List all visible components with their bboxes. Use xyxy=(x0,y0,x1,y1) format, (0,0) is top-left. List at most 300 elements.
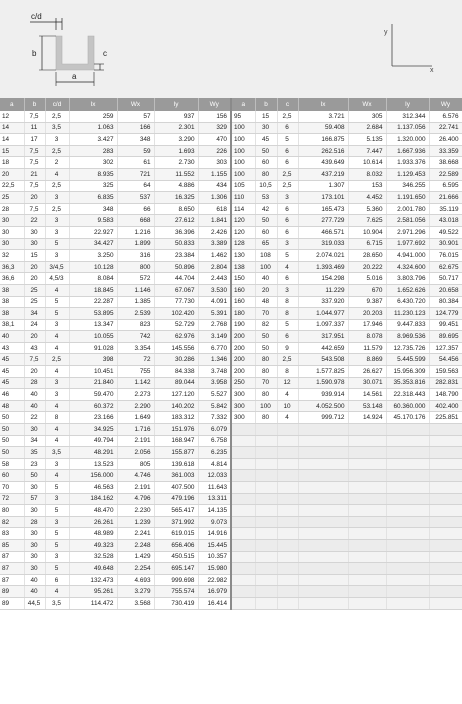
table-cell xyxy=(348,470,386,482)
table-cell xyxy=(298,516,348,528)
table-cell: 3 xyxy=(45,250,69,262)
table-cell: 3,5 xyxy=(45,122,69,134)
table-cell: 54.456 xyxy=(429,354,462,366)
table-cell: 26.400 xyxy=(429,134,462,146)
table-cell: 2.230 xyxy=(117,505,154,517)
table-cell: 20.222 xyxy=(348,261,386,273)
table-cell: 22.287 xyxy=(69,296,117,308)
table-cell: 6.758 xyxy=(198,435,231,447)
table-cell xyxy=(231,493,255,505)
table-cell: 10.904 xyxy=(348,226,386,238)
table-cell: 160 xyxy=(231,296,255,308)
table-cell xyxy=(386,458,429,470)
table-cell: 114.472 xyxy=(69,597,117,609)
table-cell xyxy=(277,447,298,459)
column-header: a xyxy=(231,98,255,111)
table-cell: 4 xyxy=(277,261,298,273)
table-cell xyxy=(231,470,255,482)
table-cell: 89 xyxy=(0,586,24,598)
table-cell xyxy=(386,528,429,540)
table-cell xyxy=(298,435,348,447)
table-cell xyxy=(277,574,298,586)
table-cell: 8.935 xyxy=(69,168,117,180)
table-cell: 3 xyxy=(45,516,69,528)
u-channel-cross-section-diagram xyxy=(0,0,140,98)
table-cell: 325 xyxy=(69,180,117,192)
table-cell: 48.291 xyxy=(69,447,117,459)
table-cell xyxy=(298,493,348,505)
axis-label-y: y xyxy=(384,29,388,36)
table-cell: 3.427 xyxy=(69,134,117,146)
table-row xyxy=(0,563,462,575)
table-cell: 50 xyxy=(0,447,24,459)
table-cell: 5 xyxy=(277,134,298,146)
table-cell: 4 xyxy=(45,470,69,482)
table-cell: 742 xyxy=(117,331,154,343)
table-cell: 53.148 xyxy=(348,400,386,412)
table-cell: 2.443 xyxy=(198,273,231,285)
table-cell: 48 xyxy=(255,296,277,308)
table-cell: 2.301 xyxy=(154,122,198,134)
table-cell: 38 xyxy=(0,284,24,296)
table-cell xyxy=(255,597,277,609)
dim-label-a: a xyxy=(72,72,77,81)
table-cell: 160 xyxy=(231,284,255,296)
table-cell: 25 xyxy=(24,296,45,308)
column-header: b xyxy=(255,98,277,111)
table-cell: 7,5 xyxy=(24,203,45,215)
table-cell: 50 xyxy=(0,412,24,424)
table-cell: 329 xyxy=(198,122,231,134)
table-cell: 543.508 xyxy=(298,354,348,366)
table-cell: 50.717 xyxy=(429,273,462,285)
table-cell: 8 xyxy=(277,366,298,378)
table-cell: 89.695 xyxy=(429,331,462,343)
table-cell: 14 xyxy=(0,134,24,146)
table-cell: 730.419 xyxy=(154,597,198,609)
column-header: c/d xyxy=(45,98,69,111)
table-cell: 2 xyxy=(45,157,69,169)
table-cell xyxy=(429,505,462,517)
column-header: Wx xyxy=(348,98,386,111)
table-cell xyxy=(277,528,298,540)
table-row xyxy=(0,447,462,459)
table-cell: 8.869 xyxy=(348,354,386,366)
table-cell: 57 xyxy=(24,493,45,505)
table-cell: 398 xyxy=(69,354,117,366)
table-cell: 283 xyxy=(69,145,117,157)
table-cell: 40 xyxy=(24,400,45,412)
table-cell: 300 xyxy=(231,412,255,424)
table-row xyxy=(0,308,462,320)
table-cell: 305 xyxy=(348,111,386,122)
table-cell: 9.073 xyxy=(198,516,231,528)
table-cell: 43 xyxy=(24,342,45,354)
table-cell: 1.155 xyxy=(198,168,231,180)
table-cell: 9 xyxy=(277,342,298,354)
table-row xyxy=(0,366,462,378)
table-cell xyxy=(386,516,429,528)
table-cell: 16.979 xyxy=(198,586,231,598)
coordinate-axes-diagram xyxy=(370,14,440,74)
table-cell: 46.563 xyxy=(69,482,117,494)
table-cell: 65 xyxy=(255,238,277,250)
table-cell: 3.149 xyxy=(198,331,231,343)
table-cell: 190 xyxy=(231,319,255,331)
table-cell: 15.980 xyxy=(198,563,231,575)
table-cell: 3,5 xyxy=(45,597,69,609)
table-cell: 3.530 xyxy=(198,284,231,296)
table-cell: 3/4,5 xyxy=(45,261,69,273)
table-cell xyxy=(386,551,429,563)
table-cell xyxy=(231,563,255,575)
table-cell: 3 xyxy=(45,319,69,331)
table-cell: 337.920 xyxy=(298,296,348,308)
table-cell: 14.135 xyxy=(198,505,231,517)
table-cell xyxy=(231,516,255,528)
table-cell: 23 xyxy=(24,458,45,470)
table-cell: 50 xyxy=(0,424,24,436)
table-cell: 316 xyxy=(117,250,154,262)
table-cell: 76.015 xyxy=(429,250,462,262)
table-cell: 20 xyxy=(24,192,45,204)
table-cell: 84.338 xyxy=(154,366,198,378)
table-cell xyxy=(386,424,429,436)
table-cell: 5.016 xyxy=(348,273,386,285)
table-cell: 23.166 xyxy=(69,412,117,424)
table-cell: 30 xyxy=(24,226,45,238)
table-cell: 70 xyxy=(0,482,24,494)
table-cell xyxy=(429,424,462,436)
table-cell: 5.445.599 xyxy=(386,354,429,366)
table-cell: 3.354 xyxy=(117,342,154,354)
table-cell: 173.101 xyxy=(298,192,348,204)
table-cell xyxy=(231,586,255,598)
table-cell: 100 xyxy=(231,145,255,157)
dim-label-b: b xyxy=(32,49,37,58)
table-cell xyxy=(298,447,348,459)
table-cell: 2,5 xyxy=(45,180,69,192)
table-cell: 6 xyxy=(277,273,298,285)
table-cell: 16.414 xyxy=(198,597,231,609)
table-cell xyxy=(255,482,277,494)
table-cell: 3.748 xyxy=(198,366,231,378)
table-cell: 6 xyxy=(277,331,298,343)
table-cell: 439.649 xyxy=(298,157,348,169)
table-cell: 3 xyxy=(277,192,298,204)
table-cell: 7.625 xyxy=(348,215,386,227)
table-cell xyxy=(429,586,462,598)
table-cell xyxy=(348,539,386,551)
table-cell: 57 xyxy=(117,111,154,122)
table-cell: 156 xyxy=(198,111,231,122)
table-cell: 15.956.309 xyxy=(386,366,429,378)
table-cell: 13.347 xyxy=(69,319,117,331)
table-cell: 30 xyxy=(255,122,277,134)
table-cell: 2.074.021 xyxy=(298,250,348,262)
table-cell xyxy=(348,458,386,470)
table-cell: 6 xyxy=(45,574,69,586)
table-cell: 4.886 xyxy=(154,180,198,192)
table-cell: 348 xyxy=(117,134,154,146)
table-cell: 3,5 xyxy=(45,447,69,459)
table-cell: 100 xyxy=(231,157,255,169)
table-cell: 4 xyxy=(45,435,69,447)
table-cell: 1.142 xyxy=(117,377,154,389)
column-header: a xyxy=(0,98,24,111)
table-cell xyxy=(298,586,348,598)
table-cell xyxy=(348,447,386,459)
table-cell: 124.779 xyxy=(429,308,462,320)
table-cell: 128 xyxy=(231,238,255,250)
column-header: Iy xyxy=(154,98,198,111)
table-cell: 2.290 xyxy=(117,400,154,412)
table-cell: 89.044 xyxy=(154,377,198,389)
table-cell: 721 xyxy=(117,168,154,180)
table-cell: 4 xyxy=(45,331,69,343)
table-cell: 45 xyxy=(0,354,24,366)
table-cell: 466.571 xyxy=(298,226,348,238)
table-cell: 22.982 xyxy=(198,574,231,586)
table-cell xyxy=(231,574,255,586)
table-cell: 6 xyxy=(277,122,298,134)
table-cell xyxy=(255,424,277,436)
table-cell xyxy=(298,424,348,436)
table-cell xyxy=(255,447,277,459)
table-cell xyxy=(429,528,462,540)
table-cell: 22.741 xyxy=(429,122,462,134)
table-cell: 148.790 xyxy=(429,389,462,401)
table-cell: 36.396 xyxy=(154,226,198,238)
table-cell: 1.385 xyxy=(117,296,154,308)
table-cell: 40 xyxy=(0,331,24,343)
table-cell: 4 xyxy=(45,284,69,296)
table-cell: 226 xyxy=(198,145,231,157)
table-cell: 33.359 xyxy=(429,145,462,157)
table-cell: 6 xyxy=(277,203,298,215)
table-cell: 10.357 xyxy=(198,551,231,563)
table-row xyxy=(0,157,462,169)
table-cell xyxy=(386,597,429,609)
table-cell: 1.716 xyxy=(117,424,154,436)
table-cell xyxy=(429,539,462,551)
table-cell: 15 xyxy=(255,111,277,122)
table-cell: 150 xyxy=(231,273,255,285)
table-cell: 89 xyxy=(0,597,24,609)
table-cell: 30 xyxy=(0,215,24,227)
table-cell: 3 xyxy=(277,284,298,296)
table-cell: 22 xyxy=(24,215,45,227)
table-cell xyxy=(348,424,386,436)
table-cell: 277.729 xyxy=(298,215,348,227)
table-cell: 30 xyxy=(24,424,45,436)
table-cell: 7.332 xyxy=(198,412,231,424)
table-cell: 38,1 xyxy=(0,319,24,331)
table-cell: 1.063 xyxy=(69,122,117,134)
table-cell xyxy=(429,435,462,447)
table-cell xyxy=(277,586,298,598)
column-header: Wx xyxy=(117,98,154,111)
table-cell xyxy=(277,597,298,609)
table-cell xyxy=(348,516,386,528)
table-cell: 59 xyxy=(117,145,154,157)
table-cell: 25 xyxy=(0,192,24,204)
table-cell: 38.668 xyxy=(429,157,462,169)
table-cell: 72 xyxy=(117,354,154,366)
table-cell: 371.992 xyxy=(154,516,198,528)
table-cell: 20 xyxy=(24,273,45,285)
table-cell: 8 xyxy=(277,308,298,320)
column-header: Ix xyxy=(69,98,117,111)
table-cell: 1.044.977 xyxy=(298,308,348,320)
table-cell: 40 xyxy=(24,574,45,586)
table-cell xyxy=(231,424,255,436)
table-cell: 8.032 xyxy=(348,168,386,180)
table-cell: 36,3 xyxy=(0,261,24,273)
table-cell: 64 xyxy=(117,180,154,192)
table-cell xyxy=(231,435,255,447)
table-cell: 138 xyxy=(231,261,255,273)
table-cell: 3.721 xyxy=(298,111,348,122)
column-header: c xyxy=(277,98,298,111)
table-cell: 2.539 xyxy=(117,308,154,320)
table-cell: 434 xyxy=(198,180,231,192)
table-cell: 200 xyxy=(231,354,255,366)
table-cell xyxy=(231,539,255,551)
table-cell: 6 xyxy=(277,226,298,238)
table-cell: 2.768 xyxy=(198,319,231,331)
table-cell: 21.840 xyxy=(69,377,117,389)
table-cell: 53.895 xyxy=(69,308,117,320)
table-cell: 100 xyxy=(231,122,255,134)
table-cell: 132.473 xyxy=(69,574,117,586)
table-cell: 5 xyxy=(45,528,69,540)
table-cell xyxy=(277,551,298,563)
table-cell: 1.146 xyxy=(117,284,154,296)
table-cell: 5 xyxy=(45,505,69,517)
table-row xyxy=(0,273,462,285)
table-row xyxy=(0,470,462,482)
column-header: Wy xyxy=(198,98,231,111)
table-cell: 3.279 xyxy=(117,586,154,598)
axis-label-x: x xyxy=(430,67,434,74)
table-header-row xyxy=(0,98,462,111)
table-cell: 8 xyxy=(45,412,69,424)
table-cell: 99.451 xyxy=(429,319,462,331)
table-cell: 70 xyxy=(255,308,277,320)
table-cell: 114 xyxy=(231,203,255,215)
table-cell: 2.191 xyxy=(117,435,154,447)
table-cell: 5 xyxy=(45,563,69,575)
table-cell: 2,5 xyxy=(277,180,298,192)
table-cell: 300 xyxy=(231,389,255,401)
table-cell: 10 xyxy=(277,400,298,412)
table-cell: 30 xyxy=(24,563,45,575)
table-cell: 72 xyxy=(0,493,24,505)
table-cell: 22.589 xyxy=(429,168,462,180)
table-cell: 2.191 xyxy=(117,482,154,494)
table-cell: 5 xyxy=(45,482,69,494)
table-cell: 50 xyxy=(255,342,277,354)
table-cell: 1.307 xyxy=(298,180,348,192)
table-cell: 200 xyxy=(231,366,255,378)
table-cell: 20 xyxy=(0,168,24,180)
table-cell: 40 xyxy=(255,273,277,285)
table-cell: 30 xyxy=(24,528,45,540)
table-cell: 5 xyxy=(45,296,69,308)
table-cell: 8.969.536 xyxy=(386,331,429,343)
table-cell: 38 xyxy=(0,308,24,320)
table-cell: 11.643 xyxy=(198,482,231,494)
table-row xyxy=(0,331,462,343)
table-cell: 200 xyxy=(231,331,255,343)
table-cell: 151.976 xyxy=(154,424,198,436)
table-cell: 1.841 xyxy=(198,215,231,227)
table-cell: 95.261 xyxy=(69,586,117,598)
table-cell xyxy=(298,574,348,586)
table-cell: 6.715 xyxy=(348,238,386,250)
table-cell: 120 xyxy=(231,215,255,227)
table-cell: 45 xyxy=(0,366,24,378)
table-cell xyxy=(298,551,348,563)
table-cell: 30 xyxy=(24,539,45,551)
table-cell xyxy=(231,528,255,540)
table-cell: 50 xyxy=(255,145,277,157)
table-cell: 670 xyxy=(348,284,386,296)
table-cell: 34 xyxy=(24,308,45,320)
table-row xyxy=(0,261,462,273)
table-cell: 60 xyxy=(255,157,277,169)
table-cell xyxy=(429,563,462,575)
table-row xyxy=(0,342,462,354)
table-cell: 1.191.650 xyxy=(386,192,429,204)
table-cell xyxy=(231,482,255,494)
table-cell xyxy=(231,458,255,470)
table-row xyxy=(0,168,462,180)
table-cell: 30 xyxy=(24,505,45,517)
table-cell: 45 xyxy=(0,377,24,389)
table-cell: 937 xyxy=(154,111,198,122)
table-cell: 30.286 xyxy=(154,354,198,366)
table-cell xyxy=(277,482,298,494)
table-cell: 5.360 xyxy=(348,203,386,215)
table-cell: 470 xyxy=(198,134,231,146)
table-row xyxy=(0,412,462,424)
table-cell: 20 xyxy=(255,284,277,296)
table-cell xyxy=(277,563,298,575)
table-row xyxy=(0,551,462,563)
table-cell: 2.684 xyxy=(348,122,386,134)
table-cell: 38 xyxy=(0,296,24,308)
table-cell: 159.563 xyxy=(429,366,462,378)
table-cell: 2,5 xyxy=(277,168,298,180)
table-cell: 12.033 xyxy=(198,470,231,482)
table-cell: 145.556 xyxy=(154,342,198,354)
table-cell xyxy=(298,597,348,609)
table-cell: 53 xyxy=(255,192,277,204)
table-cell xyxy=(277,539,298,551)
table-cell: 139.618 xyxy=(154,458,198,470)
table-cell: 60 xyxy=(255,226,277,238)
table-cell: 28 xyxy=(24,516,45,528)
table-cell: 87 xyxy=(0,551,24,563)
table-cell: 2.426 xyxy=(198,226,231,238)
table-cell: 166 xyxy=(117,122,154,134)
table-cell: 4,5/3 xyxy=(45,273,69,285)
table-cell: 28 xyxy=(0,203,24,215)
table-cell: 32.528 xyxy=(69,551,117,563)
table-cell: 87 xyxy=(0,574,24,586)
